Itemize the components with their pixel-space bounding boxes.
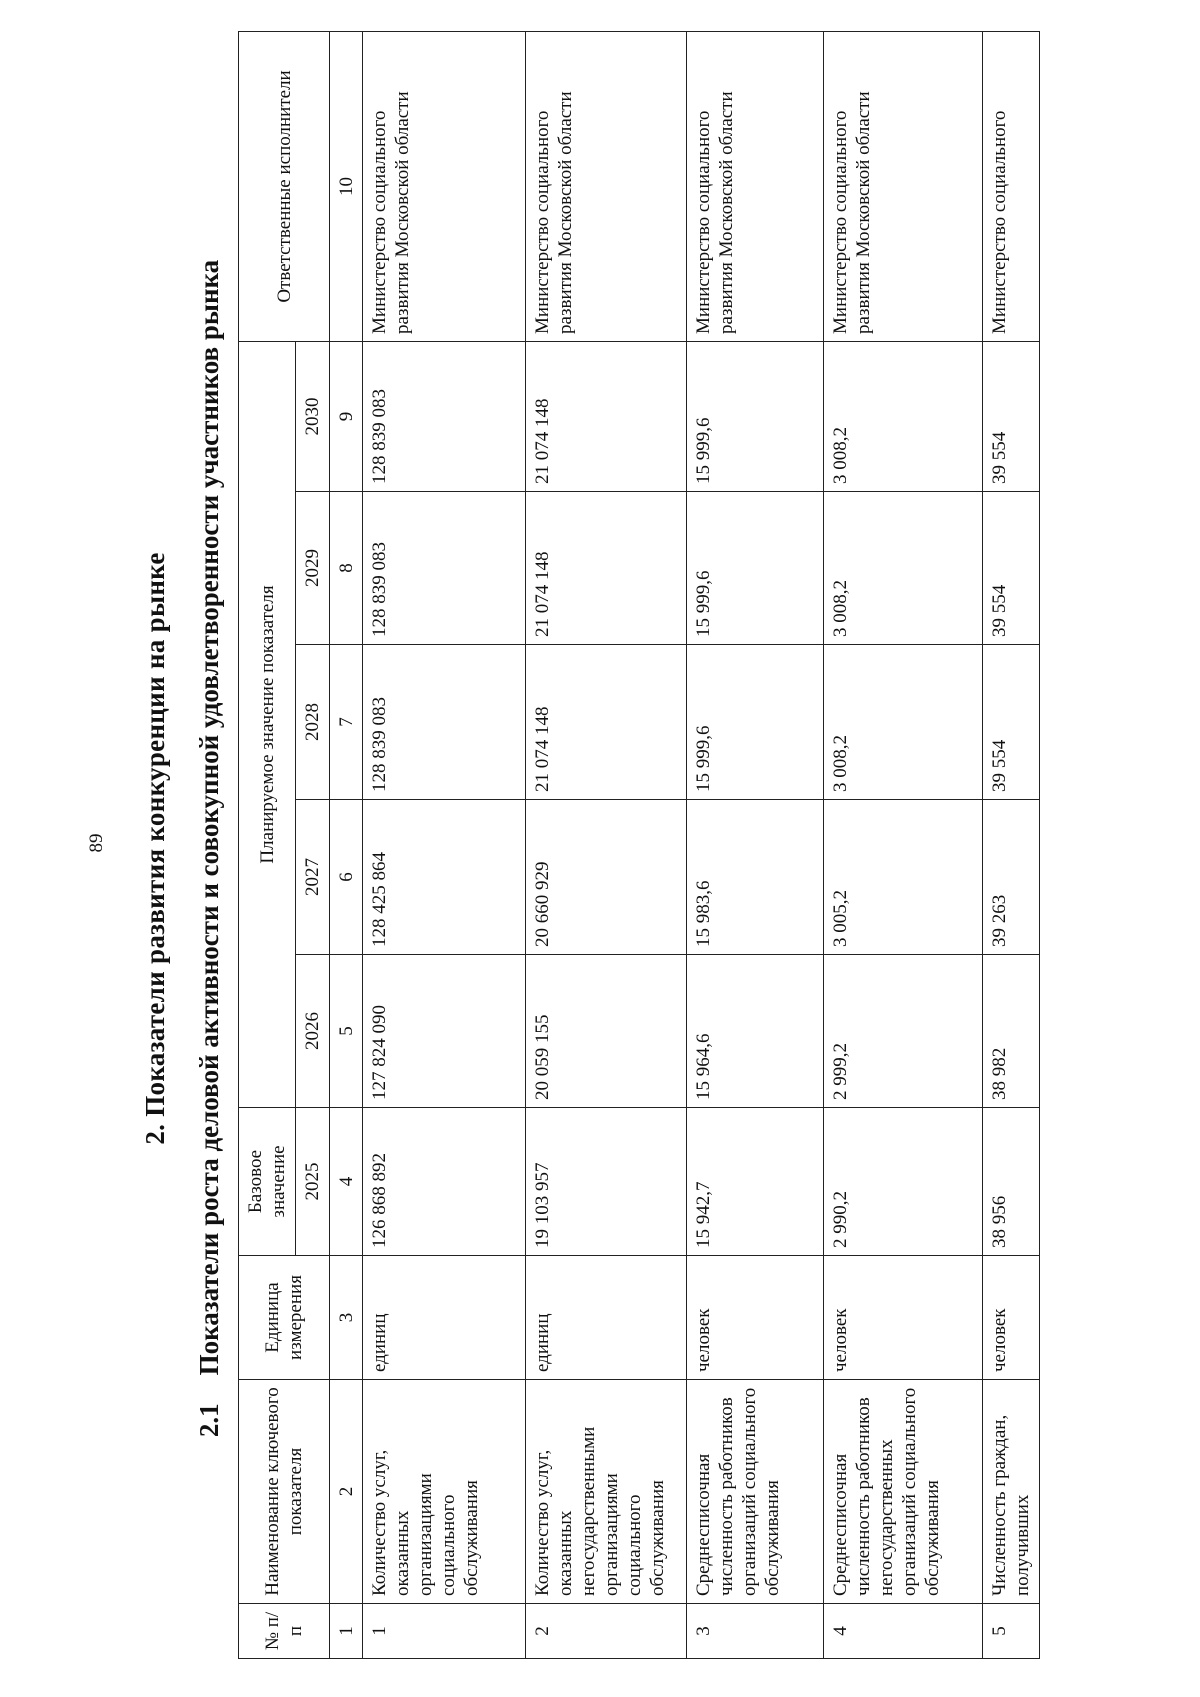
planned-value: 128 425 864 [363, 800, 526, 955]
column-number: 3 [330, 1256, 363, 1380]
planned-value: 39 554 [983, 341, 1040, 491]
subsection-number: 2.1 [194, 1403, 224, 1438]
unit: единиц [526, 1256, 687, 1380]
column-number: 6 [330, 800, 363, 955]
subsection-title [194, 0, 225, 1697]
subsection-title-text: Показатели роста деловой активности и совокупной удовлетворенности участников рынка [194, 259, 224, 1376]
planned-value: 39 554 [983, 492, 1040, 645]
row-number: 4 [824, 1604, 983, 1659]
indicator-name: Численность граждан, получивших [983, 1380, 1040, 1604]
table-row [824, 31, 983, 1658]
table-row [983, 31, 1040, 1658]
planned-value: 39 263 [983, 800, 1040, 955]
planned-value: 21 074 148 [526, 645, 687, 800]
planned-value: 15 964,6 [687, 955, 824, 1108]
planned-value: 15 983,6 [687, 800, 824, 955]
planned-value: 128 839 083 [363, 492, 526, 645]
column-number: 5 [330, 955, 363, 1108]
column-number: 2 [330, 1380, 363, 1604]
column-number: 1 [330, 1604, 363, 1659]
planned-value: 15 999,6 [687, 492, 824, 645]
base-value: 15 942,7 [687, 1108, 824, 1256]
indicator-name: Среднесписочная численность работников негосударственных организаций социального обслуживания [824, 1380, 983, 1604]
planned-value: 15 999,6 [687, 341, 824, 491]
unit: человек [824, 1256, 983, 1380]
page-number: 89 [86, 833, 107, 853]
row-number: 2 [526, 1604, 687, 1659]
planned-value: 15 999,6 [687, 645, 824, 800]
base-value: 2 990,2 [824, 1108, 983, 1256]
planned-value: 21 074 148 [526, 341, 687, 491]
base-value: 126 868 892 [363, 1108, 526, 1256]
column-number: 9 [330, 341, 363, 491]
header-year: 2028 [296, 645, 330, 800]
planned-value: 3 008,2 [824, 492, 983, 645]
section-title: 2. Показатели развития конкуренции на рынке [140, 552, 170, 1145]
row-number: 5 [983, 1604, 1040, 1659]
indicator-name: Количество услуг, оказанных организациями социального обслуживания [363, 1380, 526, 1604]
planned-value: 128 839 083 [363, 341, 526, 491]
planned-value: 20 660 929 [526, 800, 687, 955]
column-numbers-row [330, 31, 363, 1658]
planned-value: 3 008,2 [824, 645, 983, 800]
table-row [526, 31, 687, 1658]
header-base-year: 2025 [296, 1108, 330, 1256]
responsible: Министерство социального [983, 31, 1040, 341]
planned-value: 21 074 148 [526, 492, 687, 645]
indicator-name: Среднесписочная численность работников организаций социального обслуживания [687, 1380, 824, 1604]
responsible: Министерство социального развития Московской области [824, 31, 983, 341]
planned-value: 2 999,2 [824, 955, 983, 1108]
row-number: 3 [687, 1604, 824, 1659]
column-number: 4 [330, 1108, 363, 1256]
column-number: 7 [330, 645, 363, 800]
responsible: Министерство социального развития Московской области [526, 31, 687, 341]
unit: единиц [363, 1256, 526, 1380]
kpi-table [238, 31, 1040, 1659]
header-no: № п/п [239, 1604, 330, 1659]
table-row [687, 31, 824, 1658]
header-unit: Единица измерения [239, 1256, 330, 1380]
base-value: 19 103 957 [526, 1108, 687, 1256]
responsible: Министерство социального развития Московской области [363, 31, 526, 341]
unit: человек [687, 1256, 824, 1380]
header-year: 2027 [296, 800, 330, 955]
planned-value: 127 824 090 [363, 955, 526, 1108]
unit: человек [983, 1256, 1040, 1380]
header-responsible: Ответственные исполнители [239, 31, 330, 341]
header-planned: Планируемое значение показателя [239, 341, 296, 1107]
header-year: 2026 [296, 955, 330, 1108]
column-number: 10 [330, 31, 363, 341]
row-number: 1 [363, 1604, 526, 1659]
planned-value: 39 554 [983, 645, 1040, 800]
table-row [363, 31, 526, 1658]
header-year: 2029 [296, 492, 330, 645]
indicator-name: Количество услуг, оказанных негосударственными организациями социального обслуживания [526, 1380, 687, 1604]
header-name: Наименование ключевого показателя [239, 1380, 330, 1604]
header-year: 2030 [296, 341, 330, 491]
planned-value: 128 839 083 [363, 645, 526, 800]
column-number: 8 [330, 492, 363, 645]
base-value: 38 956 [983, 1108, 1040, 1256]
planned-value: 3 008,2 [824, 341, 983, 491]
responsible: Министерство социального развития Московской области [687, 31, 824, 341]
planned-value: 38 982 [983, 955, 1040, 1108]
header-base: Базовое значение [239, 1108, 296, 1256]
planned-value: 3 005,2 [824, 800, 983, 955]
planned-value: 20 059 155 [526, 955, 687, 1108]
table-header-row [239, 31, 296, 1658]
